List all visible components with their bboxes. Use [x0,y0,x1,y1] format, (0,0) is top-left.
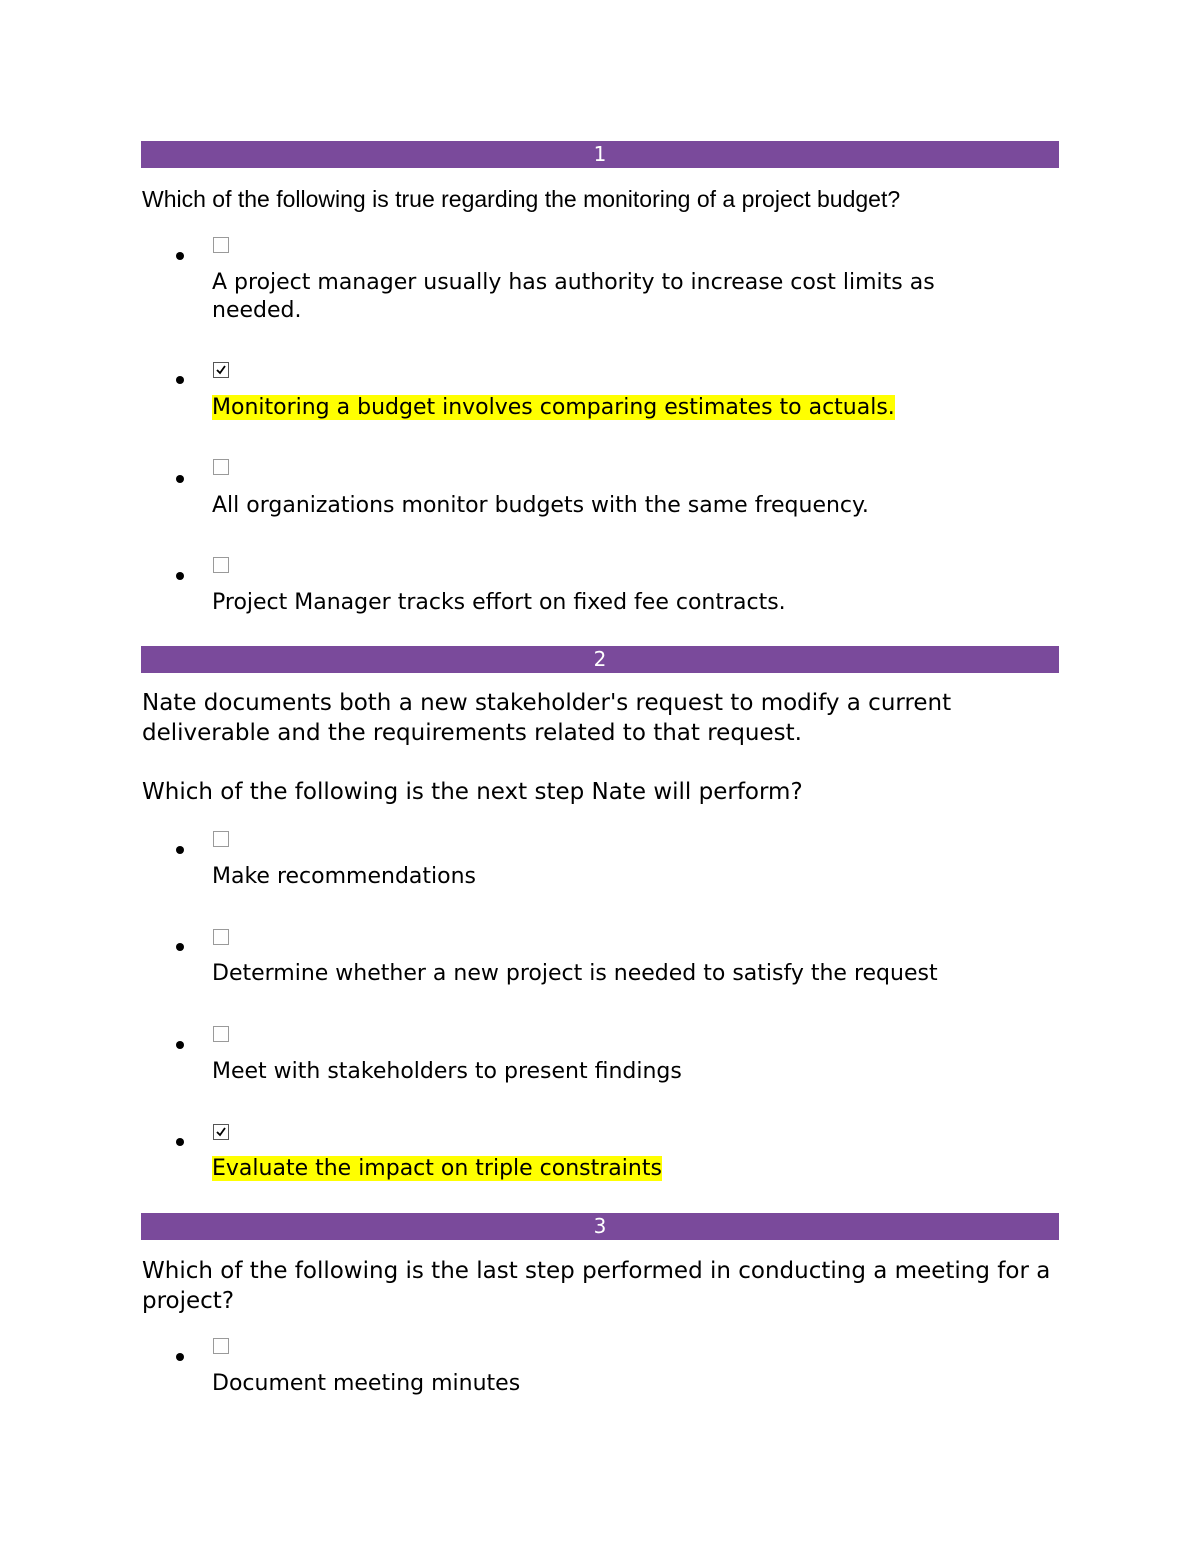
answer-option-text: Determine whether a new project is needed to satisfy the request [212,961,938,986]
answer-option-text: All organizations monitor budgets with the same frequency. [212,493,869,518]
checkmark-icon [215,1126,227,1138]
answer-option [212,863,1012,891]
answer-option-text: Document meeting minutes [212,1371,521,1396]
answer-option [212,1370,1012,1398]
answer-option [212,492,1012,520]
answer-option [212,589,1012,617]
bullet-icon [176,1138,184,1146]
answer-option-text: Monitoring a budget involves comparing estimates to actuals. [212,395,895,420]
answer-option [212,960,1012,988]
question-number: 2 [593,647,607,671]
question-number-bar [141,646,1059,673]
bullet-icon [176,376,184,384]
bullet-icon [176,252,184,260]
answer-option-selected [212,1155,1012,1183]
question-prompt: Nate documents both a new stakeholder's request to modify a current deliverable and the requirements related to that request. [142,690,952,746]
question-prompt: Which of the following is true regarding the monitoring of a project budget? [142,186,901,212]
answer-option [212,1058,1012,1086]
answer-option-text: Evaluate the impact on triple constraints [212,1156,662,1181]
answer-option-text: Make recommendations [212,864,476,889]
question-number-bar [141,141,1059,168]
answer-option-text: Project Manager tracks effort on fixed fee contracts. [212,590,786,615]
answer-option-text: Meet with stakeholders to present findings [212,1059,682,1084]
answer-option-text: A project manager usually has authority to increase cost limits as needed. [212,270,935,323]
question-prompt: Which of the following is the last step performed in conducting a meeting for a project? [142,1258,1051,1314]
checkbox-checked-icon[interactable] [213,1124,229,1140]
bullet-icon [176,572,184,580]
checkmark-icon [215,364,227,376]
checkbox-unchecked-icon[interactable] [213,557,229,573]
bullet-icon [176,1353,184,1361]
checkbox-unchecked-icon[interactable] [213,1338,229,1354]
checkbox-unchecked-icon[interactable] [213,237,229,253]
question-prompt-followup: Which of the following is the next step Nate will perform? [142,779,803,805]
bullet-icon [176,1041,184,1049]
checkbox-unchecked-icon[interactable] [213,831,229,847]
question-number: 1 [593,142,607,166]
bullet-icon [176,943,184,951]
checkbox-unchecked-icon[interactable] [213,1026,229,1042]
answer-option-selected [212,394,1012,422]
checkbox-checked-icon[interactable] [213,362,229,378]
bullet-icon [176,846,184,854]
checkbox-unchecked-icon[interactable] [213,459,229,475]
question-number-bar [141,1213,1059,1240]
answer-option [212,269,1012,325]
checkbox-unchecked-icon[interactable] [213,929,229,945]
bullet-icon [176,475,184,483]
question-number: 3 [593,1214,607,1238]
